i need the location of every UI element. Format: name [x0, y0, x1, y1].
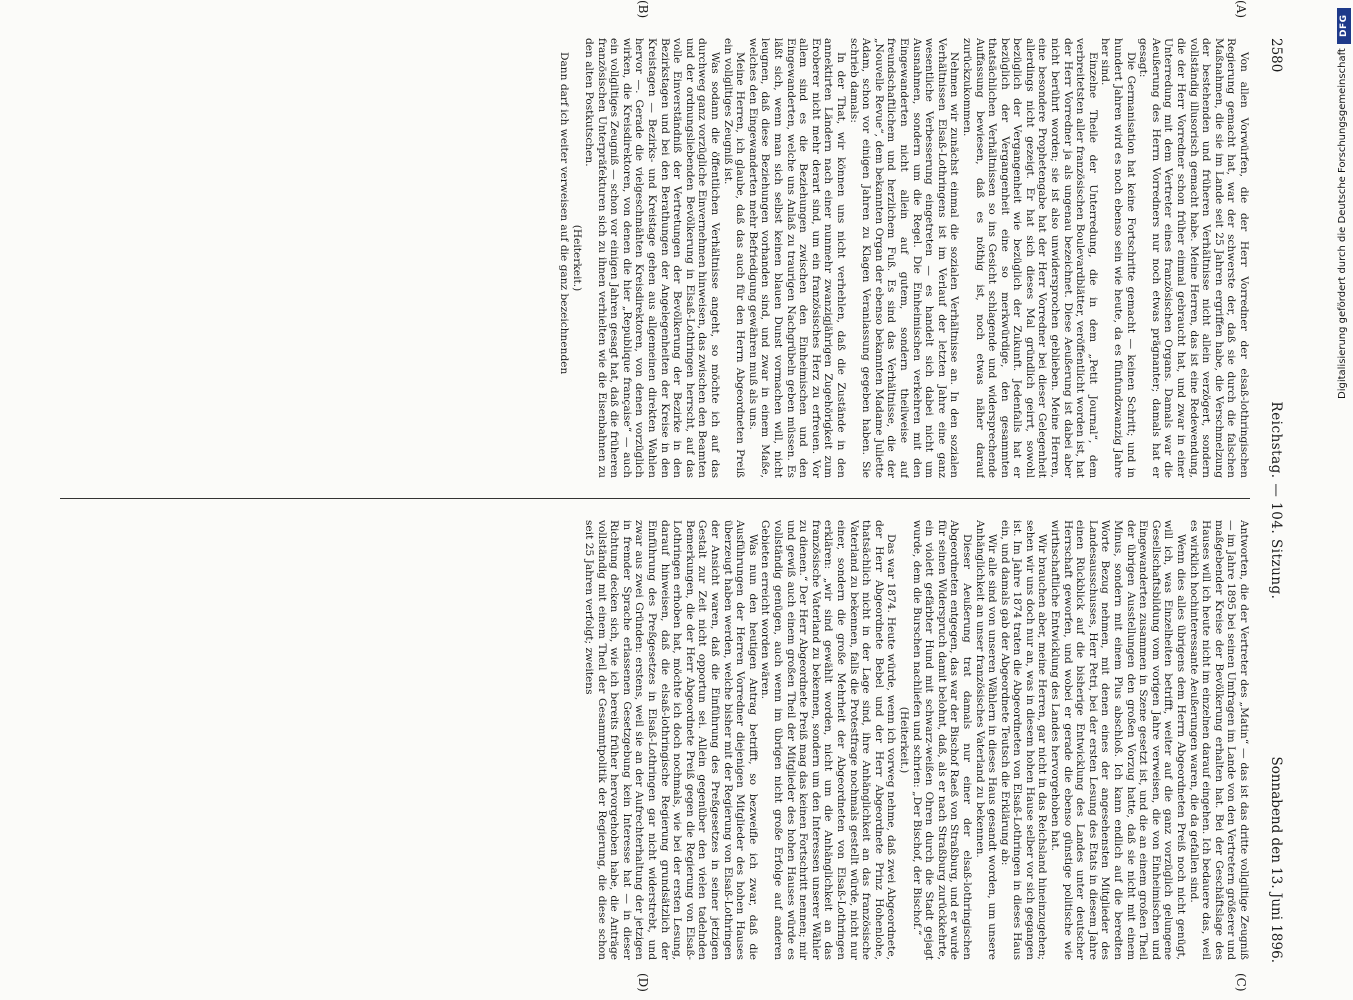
paragraph: Dann darf ich weiter verweisen auf die ganz bezeichnenden [557, 52, 570, 375]
quotation: Wir alle sind von unseren Wählern in dieses Haus gesandt worden, um unsere Anhänglichkeit an unser französisches Vaterland zu bekennen. [973, 520, 999, 960]
rotated-page-body [45, 0, 1290, 992]
quotation: In der That, wir können uns nicht verhehlen, daß die Zustände in den annektirten Ländern nach einer nunmehr zwanzigjährigen Zugehörigkeit zum Eroberer nicht mehr derart sind, um ein französisches Herz zu erfreuen. Vor allem sind es die Beziehungen zwischen den Einheimischen und den Eingewanderten, welche uns Anlaß zu traurigen Nachgrübeln geben müssen. Es läßt sich, wenn man sich selbst keinen blauen Dunst vormachen will, nicht leugnen, daß diese Beziehungen vorhanden sind, und zwar in einem Maße, welches den Eingewanderten mehr Befriedigung gewähren muß als uns. [746, 38, 847, 478]
session-date: Sonnabend den 13. Juni 1896. [1268, 756, 1284, 963]
interjection: (Heiterkeit.) [897, 706, 910, 774]
paragraph: Was nun den heutigen Antrag betrifft, so bezweifle ich zwar, daß die Ausführungen der Herren Vorredner diejenigen Mitglieder des hohen Hauses überzeugt haben werden, welche bisher mit der Regierung von Elsaß-Lothringen der Ansicht waren, daß die Einführung des Preßgesetzes in seiner jetzigen Gestalt zur Zeit nicht opportun sei. Allein gegenüber den vielen tadelnden Bemerkungen, die der Herr Abgeordnete Preiß gegen die Regierung von Elsaß-Lothringen erhoben hat, möchte ich doch nochmals, wie bei der ersten Lesung, darauf hinweisen, daß die elsaß-lothringische Regierung grundsätzlich der Einführung des Preßgesetzes in Elsaß-Lothringen gar nicht widerstrebt, und zwar aus zwei Gründen: erstens, weil sie an der Aufrechterhaltung der jetzigen in fremder Sprache erlassenen Gesetzgebung kein Interesse hat — in dieser Richtung decken sich, wie ich bereits früher hervorgehoben habe, die Anträge vollständig mit einem Theil der Gesammtpolitik der Regierung, die diese schon seit 25 Jahren verfolgt; zweitens [583, 520, 759, 960]
paragraph: Das war 1874. Heute würde, wenn ich vorweg nehme, daß zwei Abgeordnete, der Herr Abgeordnete Bebel und der Herr Abgeordnete Prinz Hohenlohe, thatsächlich nicht in der Lage sind, ihre Anhänglichkeit an das französische Vaterland zu bekennen, falls die Protestfrage nochmals gestellt würde, nicht nur einer, sondern die große Mehrheit der Abgeordneten von Elsaß-Lothringen erklären: „wir sind gewählt worden, nicht um die Anhänglichkeit an das französische Vaterland zu bekennen, sondern um den Interessen unserer Wähler zu dienen.“ Der Herr Abgeordnete Preiß mag das keinen Fortschritt nennen; mir und gewiß auch einem großen Theil der Mitglieder des hohen Hauses würde es vollständig genügen, auch wenn im übrigen nicht große Erfolge auf anderen Gebieten erreicht worden wären. [759, 520, 898, 960]
text-column-right [55, 520, 1250, 960]
paragraph: Dieser Aeußerung trat damals nur einer der elsaß-lothringischen Abgeordneten entgegen, das war der Bischof Raeß von Straßburg, und er wurde für seinen Widerspruch damit belohnt, daß, als er nach Straßburg zurückkehrte, ein violett gefärbter Hund mit schwarz-weißen Ohren durch die Stadt gejagt wurde, dem die Burschen nachliefen und schrien: „Der Bischof, der Bischof.“ [910, 520, 973, 960]
interjection: (Heiterkeit.) [570, 224, 583, 292]
paragraph: Einzelne Theile der Unterredung, die in dem „Petit Journal“, dem verbreitetsten aller französischen Boulevardblätter, veröffentlicht worden ist, hat der Herr Vorredner ja als ungenau bezeichnet. Diese Aeußerung ist dabei aber nicht berührt worden; sie ist also unwidersprochen geblieben. Meine Herren, eine besondere Prophetengabe hat der Herr Vorredner bei dieser Gelegenheit allerdings nicht gezeigt. Er hat sich dieses Mal gründlich geirrt, sowohl bezüglich der Vergangenheit wie bezüglich der Zukunft. Jedenfalls hat er bezüglich der Vergangenheit eine so merkwürdige, den gesammten thatsächlichen Verhältnissen so ins Gesicht schlagende und widersprechende Auffassung bewiesen, daß es nöthig ist, noch etwas näher darauf zurückzukommen. [960, 38, 1099, 478]
digitization-credit: Digitalisierung gefördert durch die Deutsche Forschungsgemeinschaft [1337, 48, 1348, 399]
session-title: Reichstag. — 104. Sitzung. [1268, 401, 1284, 600]
paragraph: Wir brauchen aber, meine Herren, gar nicht in das Reichsland hineinzugehen; sehen wir uns doch nur an, was in diesem hohen Hause selber vor sich gegangen ist. Im Jahre 1874 traten die Abgeordneten von Elsaß-Lothringen in dieses Haus ein, und damals gab der Abgeordnete Teutsch die Erklärung ab: [998, 520, 1049, 960]
page-number: 2580 [1268, 38, 1284, 73]
margin-marker-a: (A) [1234, 0, 1248, 19]
paragraph: Antworten, die der Vertreter des „Matin“ — das ist das dritte vollgiltige Zeugniß — im Jahre 1895 bei seinen Umfragen im Lande von den Vertretern größerer und maßgebender Kreise der Bevölkerung erhalten hat. Bei der Geschäftslage des Hauses will ich heute nicht im einzelnen darauf eingehen. Ich bedauere das, weil es wirklich hochinteressante Aeußerungen waren, die da gefallen sind. [1187, 520, 1250, 960]
column-divider [60, 498, 1250, 499]
paragraph: Nehmen wir zunächst einmal die sozialen Verhältnisse an. In den sozialen Verhältnissen Elsaß-Lothringens ist im Verlauf der letzten Jahre eine ganz wesentliche Verbesserung eingetreten — es handelt sich dabei nicht um Ausnahmen, sondern um die Regel. Die Einheimischen verkehren mit den Eingewanderten nicht allein auf gutem, sondern theilweise auf freundschaftlichem und herzlichem Fuß. Es sind das Verhältnisse, die der „Nouvelle Revue“, dem bekannten Organ der ebenso bekannten Madame Juliette Adam, schon vor einigen Jahren zu Klagen Veranlassung gegeben haben. Sie schrieb damals: [847, 38, 961, 478]
paragraph: Meine Herren, ich glaube, daß das auch für den Herrn Abgeordneten Preiß ein vollgiltiges Zeugniß ist. [721, 38, 747, 478]
quotation: Die Germanisation hat keine Fortschritte gemacht — keinen Schritt; und in hundert Jahren wird es noch ebenso sein wie heute, da es fünfundzwanzig Jahre her sind. [1099, 38, 1137, 478]
text-column-left [55, 38, 1250, 478]
paragraph: Wenn dies alles übrigens dem Herrn Abgeordneten Preiß noch nicht genügt, will ich, was Einzelheiten betrifft, weiter auf die ganz vorzüglich gelungene Gesellschaftsbildung vom vorigen Jahre verweisen, die von Einheimischen und Eingewanderten zusammen in Szene gesetzt ist, und die an einem großen Theil der übrigen Ausstellungen den großen Vorzug hatte, daß sie nicht mit einem Minus, sondern mit einem Plus abschloß. Ich kann endlich auf die beredten Worte Bezug nehmen, mit denen eines der angesehensten Mitglieder des Landesausschusses, Herr Petri, bei der ersten Lesung des Etats in diesem Jahre einen Rückblick auf die bisherige Entwicklung des Landes unter deutscher Herrschaft geworfen, und wobei er gerade die ebenso günstige politische wie wirthschaftliche Entwicklung des Landes hervorgehoben hat. [1049, 520, 1188, 960]
margin-marker-d: (D) [636, 973, 650, 992]
paragraph: Von allen Vorwürfen, die der Herr Vorredner der elsaß-lothringischen Regierung gemacht hat, war der schwerste der, daß sie durch die falschen Maßnahmen, die sie im Lande seit 25 Jahren ergriffen habe, die Verschmelzung der bestehenden und früheren Verhältnisse nicht allein verzögert, sondern vollständig illusorisch gemacht habe. Meine Herren, das ist eine Redewendung, die der Herr Vorredner schon früher einmal gebraucht hat, und zwar in einer Unterredung mit dem Vertreter eines französischen Organs. Damals war die Aeußerung des Herrn Vorredners nur noch etwas prägnanter; damals hat er gesagt: [1137, 38, 1250, 478]
paragraph: Was sodann die öffentlichen Verhältnisse angeht, so möchte ich auf das durchweg ganz vorzügliche Einvernehmen hinweisen, das zwischen den Beamten und der ordnungsliebenden Bevölkerung in Elsaß-Lothringen herrscht, auf das volle Einverständniß der Vertretungen der Bevölkerung der Bezirke in den Bezirkstagen und bei den Berathungen der Angelegenheiten der Kreise in den Kreistagen — Bezirks- und Kreistage gehen aus allgemeinen direkten Wahlen hervor —. Gerade die vielgeschmähten Kreisdirektoren, von denen vorzüglich wirken, die Kreisdirektoren, von denen die hier „Republique française“ — auch ein vollgiltiges Zeugniß — schon vor einigen Jahren gesagt hat, daß die früheren französischen Unterpräfekturen sich zu ihnen verhielten wie die Eisenbahnen zu den alten Postkutschen. [583, 38, 722, 478]
margin-marker-c: (C) [1234, 973, 1248, 992]
dfg-logo: DFG [1337, 8, 1351, 44]
margin-marker-b: (B) [636, 0, 650, 19]
running-header [1262, 38, 1290, 963]
